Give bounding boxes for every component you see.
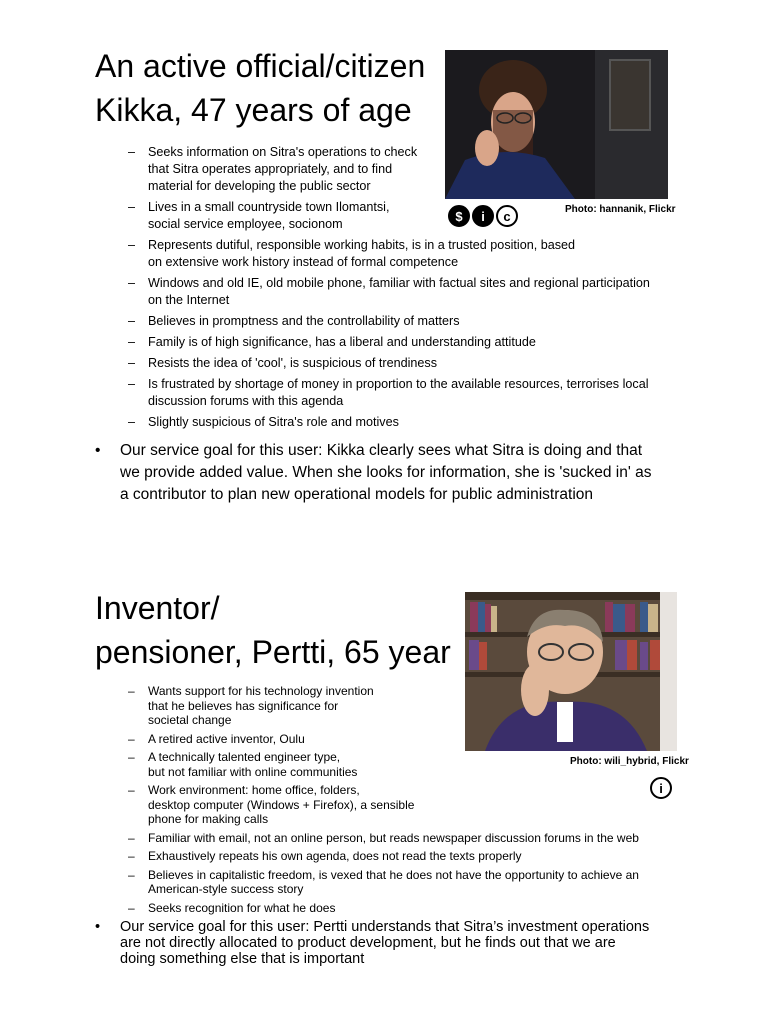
list-item	[128, 313, 650, 330]
list-item	[128, 831, 639, 846]
item-line: Wants support for his technology invention	[148, 684, 374, 698]
dash-marker: –	[128, 415, 136, 429]
title-line: Kikka, 47 years of age	[95, 92, 412, 128]
section2-service-goal	[95, 919, 649, 967]
item-line: A technically talented engineer type,	[148, 750, 341, 764]
list-item	[128, 275, 650, 309]
list-item	[128, 684, 639, 728]
item-line: but not familiar with online communities	[148, 764, 358, 779]
dash-marker: –	[128, 750, 135, 764]
item-line: Familiar with email, not an online person, but reads newspaper discussion forums in the web	[148, 830, 639, 845]
item-line: Is frustrated by shortage of money in proportion to the available resources, terrorises local	[148, 377, 649, 391]
photo-credit: Photo: wili_hybrid, Flickr	[570, 756, 689, 767]
item-line: societal change	[148, 713, 232, 727]
goal-line: are not directly allocated to product development, but he finds out that we are	[120, 935, 616, 951]
item-line: Represents dutiful, responsible working habits, is in a trusted position, based	[148, 238, 576, 252]
title-line: pensioner, Pertti, 65 year	[95, 634, 451, 670]
cc-sharealike-icon: c	[496, 205, 518, 227]
cc-license-icons	[650, 777, 672, 799]
goal-line: Our service goal for this user: Kikka clearly sees what Sitra is doing and that	[120, 442, 643, 459]
item-line: that Sitra operates appropriately, and to find	[148, 162, 393, 176]
list-item	[128, 414, 650, 431]
dash-marker: –	[128, 314, 136, 328]
goal-line: we provide added value. When she looks for information, she is 'sucked in' as	[120, 464, 652, 481]
item-line: Windows and old IE, old mobile phone, familiar with factual sites and regional participation	[148, 276, 650, 290]
dash-marker: –	[128, 200, 136, 214]
item-line: Exhaustively repeats his own agenda, does not read the texts properly	[148, 849, 522, 863]
list-item	[128, 237, 650, 271]
dash-marker: –	[128, 783, 135, 797]
dash-marker: –	[128, 276, 136, 290]
item-line: American-style success story	[148, 882, 304, 896]
dash-marker: –	[128, 849, 135, 863]
dash-marker: –	[128, 145, 136, 159]
list-item	[128, 199, 650, 233]
dash-marker: –	[128, 731, 135, 746]
item-line: that he believes has significance for	[148, 698, 339, 713]
dash-marker: –	[128, 867, 135, 882]
bullet-marker: •	[95, 919, 101, 935]
item-line: desktop computer (Windows + Firefox), a sensible	[148, 797, 415, 812]
item-line: Family is of high significance, has a liberal and understanding attitude	[148, 335, 536, 349]
list-item	[128, 732, 639, 747]
list-item	[128, 355, 650, 372]
goal-line: Our service goal for this user: Pertti understands that Sitra’s investment operations	[120, 919, 650, 935]
item-line: Work environment: home office, folders,	[148, 783, 360, 797]
dash-marker: –	[128, 830, 135, 845]
goal-line: doing something else that is important	[120, 951, 365, 967]
item-line: Resists the idea of 'cool', is suspicious of trendiness	[148, 356, 438, 370]
dash-marker: –	[128, 684, 135, 698]
cc-noncommercial-icon: $	[448, 205, 470, 227]
item-line: Lives in a small countryside town Ilomantsi,	[148, 200, 390, 214]
item-line: Seeks information on Sitra's operations to check	[148, 145, 418, 159]
list-item	[128, 334, 650, 351]
item-line: Slightly suspicious of Sitra's role and motives	[148, 415, 399, 429]
item-line: social service employee, socionom	[148, 217, 343, 231]
section1-detail-list	[128, 144, 650, 435]
item-line: Seeks recognition for what he does	[148, 900, 336, 915]
item-line: Believes in capitalistic freedom, is vexed that he does not have the opportunity to achieve an	[148, 867, 639, 882]
section2-detail-list	[128, 684, 639, 919]
item-line: Believes in promptness and the controllability of matters	[148, 314, 460, 328]
list-item	[128, 376, 650, 410]
item-line: on extensive work history instead of formal competence	[148, 255, 459, 269]
item-line: on the Internet	[148, 293, 230, 307]
section1-title	[95, 44, 425, 132]
list-item	[128, 750, 639, 779]
photo-credit: Photo: hannanik, Flickr	[565, 204, 676, 215]
dash-marker: –	[128, 377, 136, 391]
list-item	[128, 868, 639, 897]
section1-service-goal	[95, 440, 651, 506]
list-item	[128, 901, 639, 916]
dash-marker: –	[128, 335, 136, 349]
dash-marker: –	[128, 900, 135, 915]
item-line: material for developing the public sector	[148, 179, 371, 193]
dash-marker: –	[128, 238, 136, 252]
dash-marker: –	[128, 356, 136, 370]
cc-attribution-icon: i	[650, 777, 672, 799]
title-line: An active official/citizen	[95, 48, 426, 84]
list-item	[128, 783, 639, 827]
section2-title	[95, 586, 451, 674]
item-line: discussion forums with this agenda	[148, 394, 344, 408]
title-line: Inventor/	[95, 590, 220, 626]
bullet-marker: •	[95, 442, 101, 459]
item-line: phone for making calls	[148, 812, 269, 826]
list-item	[128, 849, 639, 864]
goal-line: a contributor to plan new operational models for public administration	[120, 486, 594, 503]
item-line: A retired active inventor, Oulu	[148, 731, 305, 746]
list-item	[128, 144, 650, 195]
cc-attribution-icon: i	[472, 205, 494, 227]
